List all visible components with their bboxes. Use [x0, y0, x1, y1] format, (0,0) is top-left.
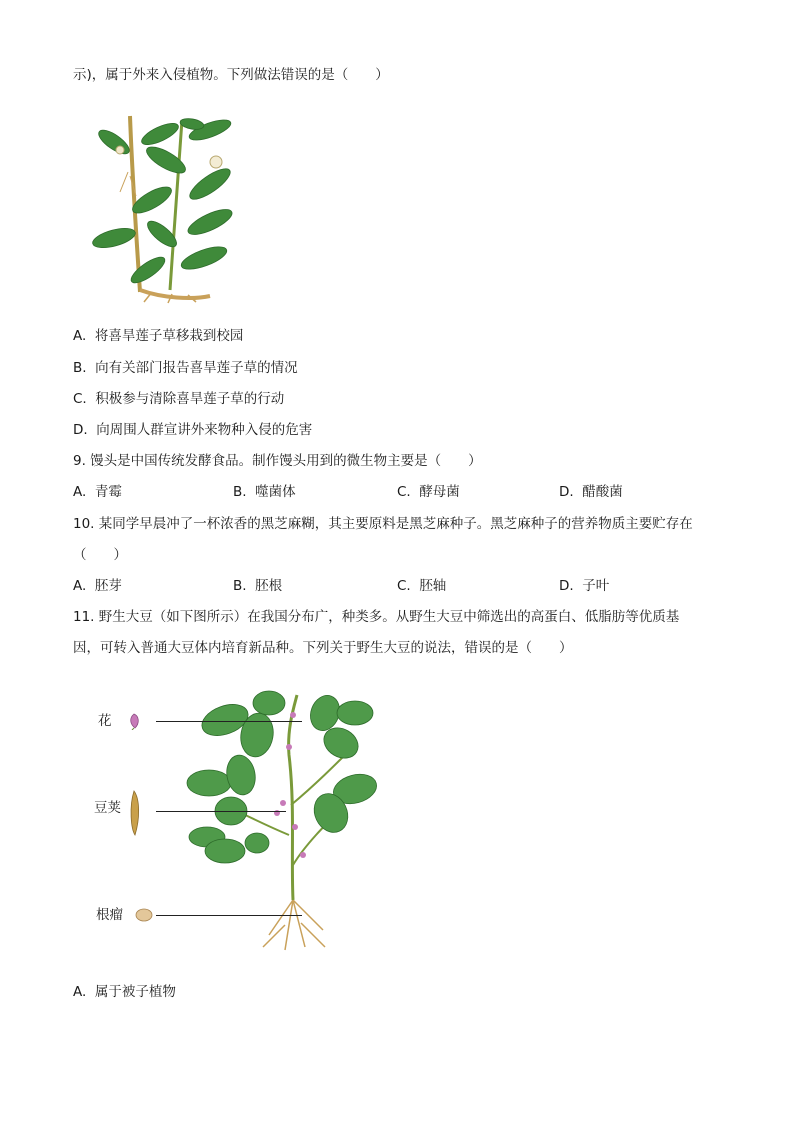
q8-option-d[interactable]: [73, 420, 312, 440]
q10-option-c[interactable]: [397, 576, 446, 596]
q11-option-a[interactable]: [73, 982, 176, 1002]
option-text: 将喜旱莲子草移栽到校园: [94, 328, 244, 344]
nodule-callout-line: [156, 915, 302, 916]
flower-callout-line: [156, 721, 302, 722]
option-text: 胚根: [255, 578, 283, 594]
option-text: 向周围人群宣讲外来物种入侵的危害: [96, 422, 313, 438]
option-text: 噬菌体: [255, 484, 296, 500]
q10-option-a[interactable]: [73, 576, 122, 596]
option-letter: A.: [73, 328, 87, 344]
q8-stem-tail: 示)，属于外来入侵植物。下列做法错误的是（ ）: [73, 67, 389, 83]
option-text: 积极参与清除喜旱莲子草的行动: [95, 391, 285, 407]
q9-option-c[interactable]: [397, 482, 460, 502]
option-letter: B.: [233, 578, 247, 594]
option-letter: C.: [397, 578, 411, 594]
option-letter: B.: [73, 360, 87, 376]
option-text: 胚轴: [419, 578, 447, 594]
label-nodule: 根瘤: [96, 907, 123, 923]
q8-option-a[interactable]: [73, 326, 243, 346]
option-letter: A.: [73, 578, 87, 594]
label-flower: 花: [98, 713, 112, 729]
nodule-icon: [134, 907, 154, 923]
q9-stem: 9. 馒头是中国传统发酵食品。制作馒头用到的微生物主要是（ ）: [73, 453, 482, 469]
alligator-weed-illustration: [92, 112, 242, 304]
option-text: 酵母菌: [419, 484, 460, 500]
q8-option-c[interactable]: [73, 389, 284, 409]
wild-soybean-figure: [90, 685, 390, 955]
option-text: 属于被子植物: [94, 984, 176, 1000]
q9-option-b[interactable]: [233, 482, 296, 502]
option-text: 青霉: [94, 484, 122, 500]
option-letter: D.: [559, 578, 574, 594]
option-letter: D.: [73, 422, 88, 438]
q11-stem-line1: 11. 野生大豆（如下图所示）在我国分布广，种类多。从野生大豆中筛选出的高蛋白、低脂肪等优质基: [73, 609, 680, 625]
option-letter: D.: [559, 484, 574, 500]
q11-stem-line2: 因，可转入普通大豆体内培育新品种。下列关于野生大豆的说法，错误的是（ ）: [73, 640, 573, 656]
q9-option-d[interactable]: [559, 482, 623, 502]
option-text: 胚芽: [94, 578, 122, 594]
option-letter: A.: [73, 984, 87, 1000]
pod-callout-line: [156, 811, 286, 812]
flower-icon: [126, 712, 142, 730]
q9-option-a[interactable]: [73, 482, 122, 502]
option-text: 醋酸菌: [582, 484, 623, 500]
option-text: 子叶: [582, 578, 610, 594]
q10-stem-line2: （ ）: [73, 547, 127, 563]
q10-stem-line1: 10. 某同学早晨冲了一杯浓香的黑芝麻糊，其主要原料是黑芝麻种子。黑芝麻种子的营养物质主要贮存在: [73, 516, 693, 532]
option-letter: A.: [73, 484, 87, 500]
q8-option-b[interactable]: [73, 358, 298, 378]
option-letter: C.: [397, 484, 411, 500]
pod-icon: [126, 789, 142, 837]
option-text: 向有关部门报告喜旱莲子草的情况: [95, 360, 298, 376]
q10-option-b[interactable]: [233, 576, 282, 596]
option-letter: C.: [73, 391, 87, 407]
label-pod: 豆荚: [94, 800, 121, 816]
q10-option-d[interactable]: [559, 576, 609, 596]
option-letter: B.: [233, 484, 247, 500]
